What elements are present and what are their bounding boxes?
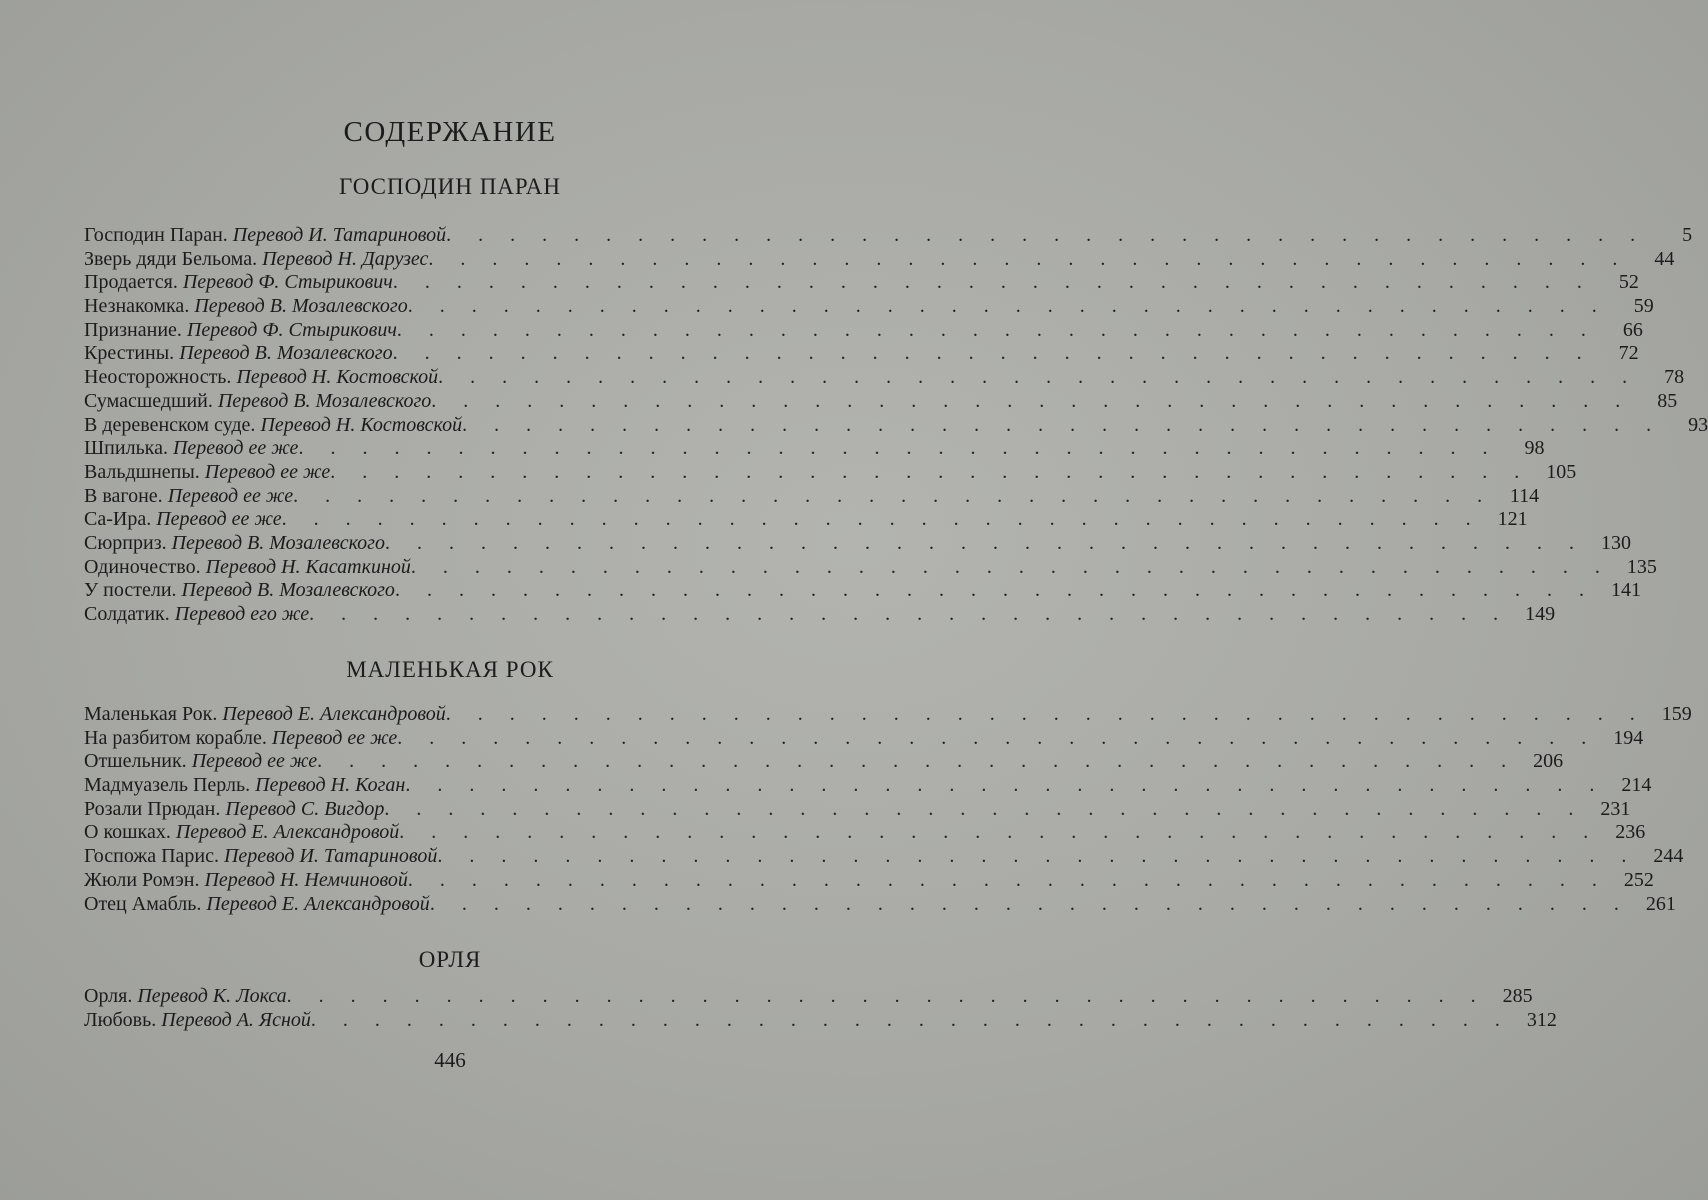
toc-entry-title: Солдатик. — [84, 603, 170, 625]
toc-entry-page: 52 — [1618, 271, 1639, 294]
dot-leader: . . . . . . . . . . . . . . . . . . . . . . . . . . . . . . . . . . . . . . — [298, 437, 1499, 460]
toc-entry — [84, 703, 1692, 727]
toc-entry-lead — [84, 342, 393, 366]
toc-entry-translator: Перевод А. Ясной — [161, 1008, 311, 1031]
toc-entry-translator: Перевод его же — [174, 603, 310, 625]
toc-list — [84, 985, 1557, 1032]
toc-entry — [84, 366, 1685, 390]
toc-entry — [84, 342, 1639, 366]
toc-entry — [84, 555, 1657, 580]
toc-entry-translator: Перевод Н. Костовской — [260, 413, 463, 436]
toc-entry-title: Вальдшнепы. — [84, 460, 200, 483]
toc-entry-translator: Перевод В. Мозалевского — [179, 342, 393, 365]
toc-entry — [84, 413, 1708, 438]
dot-leader: . . . . . . . . . . . . . . . . . . . . . . . . . . . . . . . . . . . . . . — [281, 508, 1482, 531]
toc-entry — [84, 271, 1639, 295]
toc-entry — [84, 389, 1678, 414]
dot-leader: . . . . . . . . . . . . . . . . . . . . . . . . . . . . . . . . . . . . . . — [392, 342, 1593, 365]
toc-entry-lead — [84, 485, 293, 509]
dot-leader: . . . . . . . . . . . . . . . . . . . . . . . . . . . . . . . . . . . . . . — [286, 985, 1487, 1007]
toc-entry — [84, 726, 1644, 751]
toc-entry-page: 206 — [1533, 750, 1564, 773]
toc-list — [84, 703, 1692, 916]
toc-entry-page: 59 — [1633, 295, 1654, 318]
toc-entry-lead — [84, 271, 393, 295]
toc-entry-page: 159 — [1661, 703, 1692, 725]
dot-leader: . . . . . . . . . . . . . . . . . . . . . . . . . . . . . . . . . . . . . . — [392, 271, 1593, 294]
toc-entry-title: О кошках. — [84, 821, 171, 844]
toc-entry-lead — [84, 579, 395, 603]
toc-entry-title: Незнакомка. — [84, 295, 190, 318]
toc-entry-page: 149 — [1525, 603, 1556, 625]
toc-entry-title: Отец Амабль. — [84, 892, 202, 915]
toc-entry-lead — [84, 532, 385, 556]
dot-leader: . . . . . . . . . . . . . . . . . . . . . . . . . . . . . . . . . . . . . . — [462, 413, 1663, 436]
dot-leader: . . . . . . . . . . . . . . . . . . . . . . . . . . . . . . . . . . . . . . — [384, 531, 1585, 554]
toc-entry-title: В вагоне. — [84, 484, 163, 507]
toc-entry-page: 44 — [1654, 247, 1675, 270]
toc-entry-translator: Перевод В. Мозалевского — [171, 531, 385, 554]
toc-entry-lead — [84, 703, 446, 727]
toc-entry-translator: Перевод Е. Александровой — [206, 892, 430, 915]
toc-list — [84, 224, 1708, 627]
toc-entry-title: Госпожа Парис. — [84, 845, 219, 868]
toc-entry-lead — [84, 556, 411, 580]
toc-entry-translator: Перевод ее же — [156, 508, 282, 531]
section-heading: ОРЛЯ — [418, 947, 482, 972]
toc-entry-translator: Перевод К. Локса — [137, 985, 287, 1007]
toc-entry-lead — [84, 727, 397, 751]
dot-leader: . . . . . . . . . . . . . . . . . . . . . . . . . . . . . . . . . . . . . . — [293, 484, 1494, 507]
toc-entry-lead — [84, 390, 431, 414]
toc-entry — [84, 460, 1577, 485]
dot-leader: . . . . . . . . . . . . . . . . . . . . . . . . . . . . . . . . . . . . . . — [396, 318, 1597, 341]
toc-entry-translator: Перевод Е. Александровой — [222, 703, 446, 725]
toc-entry-title: Признание. — [84, 318, 182, 341]
toc-entry — [84, 603, 1556, 627]
section-heading: МАЛЕНЬКАЯ РОК — [346, 657, 554, 682]
toc-entry-page: 244 — [1653, 845, 1684, 868]
section-heading: ГОСПОДИН ПАРАН — [339, 174, 561, 199]
toc-entry-page: 72 — [1618, 342, 1639, 365]
toc-entry — [84, 531, 1631, 556]
toc-entry-page: 114 — [1509, 484, 1540, 507]
toc-entry-page: 93 — [1688, 413, 1708, 436]
toc-entry — [84, 484, 1540, 509]
toc-entry — [84, 318, 1643, 343]
toc-entry-translator: Перевод В. Мозалевского — [181, 579, 395, 602]
toc-entry-title: Продается. — [84, 271, 178, 294]
toc-entry-page: 5 — [1682, 224, 1693, 246]
toc-entry-translator: Перевод ее же — [271, 726, 398, 749]
toc-entry-title: Шпилька. — [84, 437, 168, 460]
toc-entry-translator: Перевод И. Татариновой — [232, 224, 447, 246]
toc-entry — [84, 821, 1646, 845]
toc-entry-lead — [84, 845, 437, 869]
dot-leader: . . . . . . . . . . . . . . . . . . . . . . . . . . . . . . . . . . . . . . — [309, 603, 1510, 625]
toc-entry-translator: Перевод В. Мозалевского — [217, 389, 432, 412]
toc-entry — [84, 845, 1684, 869]
toc-entry-translator: Перевод В. Мозалевского — [194, 295, 408, 318]
toc-entry-lead — [84, 893, 430, 917]
dot-leader: . . . . . . . . . . . . . . . . . . . . . . . . . . . . . . . . . . . . . . — [407, 295, 1608, 318]
toc-entry — [84, 868, 1654, 893]
toc-entry-translator: Перевод ее же — [191, 750, 318, 773]
dot-leader: . . . . . . . . . . . . . . . . . . . . . . . . . . . . . . . . . . . . . . — [330, 460, 1531, 483]
toc-entry-lead — [84, 821, 399, 845]
toc-entry-title: Неосторожность. — [84, 366, 232, 389]
toc-entry-translator: Перевод Н. Немчиновой — [204, 868, 408, 891]
toc-entry-page: 285 — [1502, 985, 1533, 1007]
toc-entry-title: Сумасшедший. — [84, 389, 213, 412]
dot-leader: . . . . . . . . . . . . . . . . . . . . . . . . . . . . . . . . . . . . . . — [446, 224, 1647, 246]
toc-entry-title: Зверь дяди Бельома. — [84, 247, 258, 270]
toc-entry-lead — [84, 508, 282, 532]
toc-entry-title: Орля. — [84, 985, 133, 1007]
toc-entry-translator: Перевод Ф. Стырикович — [186, 318, 397, 341]
dot-leader: . . . . . . . . . . . . . . . . . . . . . . . . . . . . . . . . . . . . . . — [317, 750, 1518, 773]
dot-leader: . . . . . . . . . . . . . . . . . . . . . . . . . . . . . . . . . . . . . . — [438, 366, 1639, 389]
toc-entry — [84, 579, 1641, 603]
toc-entry-page: 98 — [1524, 437, 1545, 460]
dot-leader: . . . . . . . . . . . . . . . . . . . . . . . . . . . . . . . . . . . . . . — [399, 821, 1600, 844]
toc-entry — [84, 1008, 1557, 1033]
toc-entry-title: Одиночество. — [84, 555, 201, 578]
toc-entry — [84, 508, 1528, 532]
toc-entry-lead — [84, 869, 408, 893]
toc-entry-page: 312 — [1526, 1008, 1557, 1031]
toc-entry-title: Розали Прюдан. — [84, 797, 221, 820]
toc-entry-translator: Перевод Н. Касаткиной — [205, 555, 411, 578]
dot-leader: . . . . . . . . . . . . . . . . . . . . . . . . . . . . . . . . . . . . . . — [407, 868, 1608, 891]
page-number: 446 — [434, 1048, 466, 1072]
toc-entry-page: 141 — [1610, 579, 1641, 602]
toc-entry-lead — [84, 603, 309, 627]
dot-leader: . . . . . . . . . . . . . . . . . . . . . . . . . . . . . . . . . . . . . . — [310, 1008, 1511, 1031]
toc-entry-title: Са-Ира. — [84, 508, 152, 531]
toc-entry-translator: Перевод С. Вигдор — [225, 797, 385, 820]
toc-entry-page: 252 — [1623, 868, 1654, 891]
toc-entry-title: Маленькая Рок. — [84, 703, 218, 725]
toc-entry — [84, 247, 1675, 272]
toc-entry-lead — [84, 224, 446, 248]
dot-leader: . . . . . . . . . . . . . . . . . . . . . . . . . . . . . . . . . . . . . . — [384, 797, 1585, 820]
toc-entry-page: 85 — [1657, 389, 1678, 412]
toc-entry — [84, 985, 1533, 1009]
dot-leader: . . . . . . . . . . . . . . . . . . . . . . . . . . . . . . . . . . . . . . — [428, 247, 1629, 270]
toc-entry-lead — [84, 295, 408, 319]
toc-entry-lead — [84, 319, 397, 343]
dot-leader: . . . . . . . . . . . . . . . . . . . . . . . . . . . . . . . . . . . . . . — [410, 555, 1611, 578]
toc-entry — [84, 797, 1631, 822]
toc-entry-page: 231 — [1600, 797, 1631, 820]
toc-entry-page: 261 — [1645, 892, 1676, 915]
toc-entry-lead — [84, 798, 384, 822]
toc-entry-translator: Перевод ее же — [172, 437, 299, 460]
toc-entry-title: У постели. — [84, 579, 177, 602]
toc-entry-title: На разбитом корабле. — [84, 726, 267, 749]
toc-entry-lead — [84, 461, 330, 485]
toc-entry — [84, 295, 1654, 319]
dot-leader: . . . . . . . . . . . . . . . . . . . . . . . . . . . . . . . . . . . . . . — [394, 579, 1595, 602]
toc-entry-lead — [84, 414, 462, 438]
toc-entry-title: Сюрприз. — [84, 531, 167, 554]
dot-leader: . . . . . . . . . . . . . . . . . . . . . . . . . . . . . . . . . . . . . . — [405, 774, 1606, 797]
dot-leader: . . . . . . . . . . . . . . . . . . . . . . . . . . . . . . . . . . . . . . — [431, 389, 1632, 412]
toc-entry — [84, 774, 1652, 798]
toc-entry-translator: Перевод Ф. Стырикович — [182, 271, 393, 294]
toc-entry-translator: Перевод Н. Костовской — [236, 366, 439, 389]
toc-entry-lead — [84, 366, 438, 390]
page-title: СОДЕРЖАНИЕ — [343, 116, 557, 148]
toc-entry-page: 121 — [1497, 508, 1528, 531]
toc-entry-translator: Перевод Е. Александровой — [175, 821, 400, 844]
toc-entry-page: 78 — [1664, 366, 1685, 389]
toc-entry-lead — [84, 750, 317, 774]
toc-entry-title: Крестины. — [84, 342, 175, 365]
toc-entry-lead — [84, 1009, 311, 1033]
toc-entry-translator: Перевод Н. Дарузес — [262, 247, 429, 270]
toc-entry-lead — [84, 248, 428, 272]
dot-leader: . . . . . . . . . . . . . . . . . . . . . . . . . . . . . . . . . . . . . . — [429, 892, 1630, 915]
toc-entry-title: Отшельник. — [84, 750, 187, 773]
toc-entry-translator: Перевод ее же — [167, 484, 294, 507]
toc-entry-page: 194 — [1613, 726, 1644, 749]
toc-entry-page: 236 — [1615, 821, 1646, 844]
dot-leader: . . . . . . . . . . . . . . . . . . . . . . . . . . . . . . . . . . . . . . — [445, 703, 1646, 725]
toc-entry-lead — [84, 985, 287, 1009]
toc-entry-page: 130 — [1600, 531, 1631, 554]
toc-entry-title: Жюли Ромэн. — [84, 868, 200, 891]
toc-entry-title: Господин Паран. — [84, 224, 228, 246]
toc-entry-title: Любовь. — [84, 1008, 157, 1031]
toc-entry-translator: Перевод ее же — [204, 460, 331, 483]
toc-entry-page: 214 — [1621, 774, 1652, 797]
toc-entry-page: 135 — [1626, 555, 1657, 578]
toc-entry-translator: Перевод И. Татариновой — [223, 845, 438, 868]
toc-entry — [84, 892, 1676, 917]
toc-entry-translator: Перевод Н. Коган — [255, 774, 406, 797]
toc-entry-title: Мадмуазель Перль. — [84, 774, 251, 797]
toc-entry — [84, 224, 1693, 248]
toc-entry-title: В деревенском суде. — [84, 413, 256, 436]
toc-entry — [84, 437, 1545, 461]
toc-entry-lead — [84, 774, 405, 798]
toc-entry-page: 105 — [1546, 460, 1577, 483]
dot-leader: . . . . . . . . . . . . . . . . . . . . . . . . . . . . . . . . . . . . . . — [397, 726, 1598, 749]
toc-entry-lead — [84, 437, 298, 461]
toc-entry — [84, 750, 1564, 774]
toc-entry-page: 66 — [1622, 318, 1643, 341]
dot-leader: . . . . . . . . . . . . . . . . . . . . . . . . . . . . . . . . . . . . . . — [437, 845, 1638, 868]
